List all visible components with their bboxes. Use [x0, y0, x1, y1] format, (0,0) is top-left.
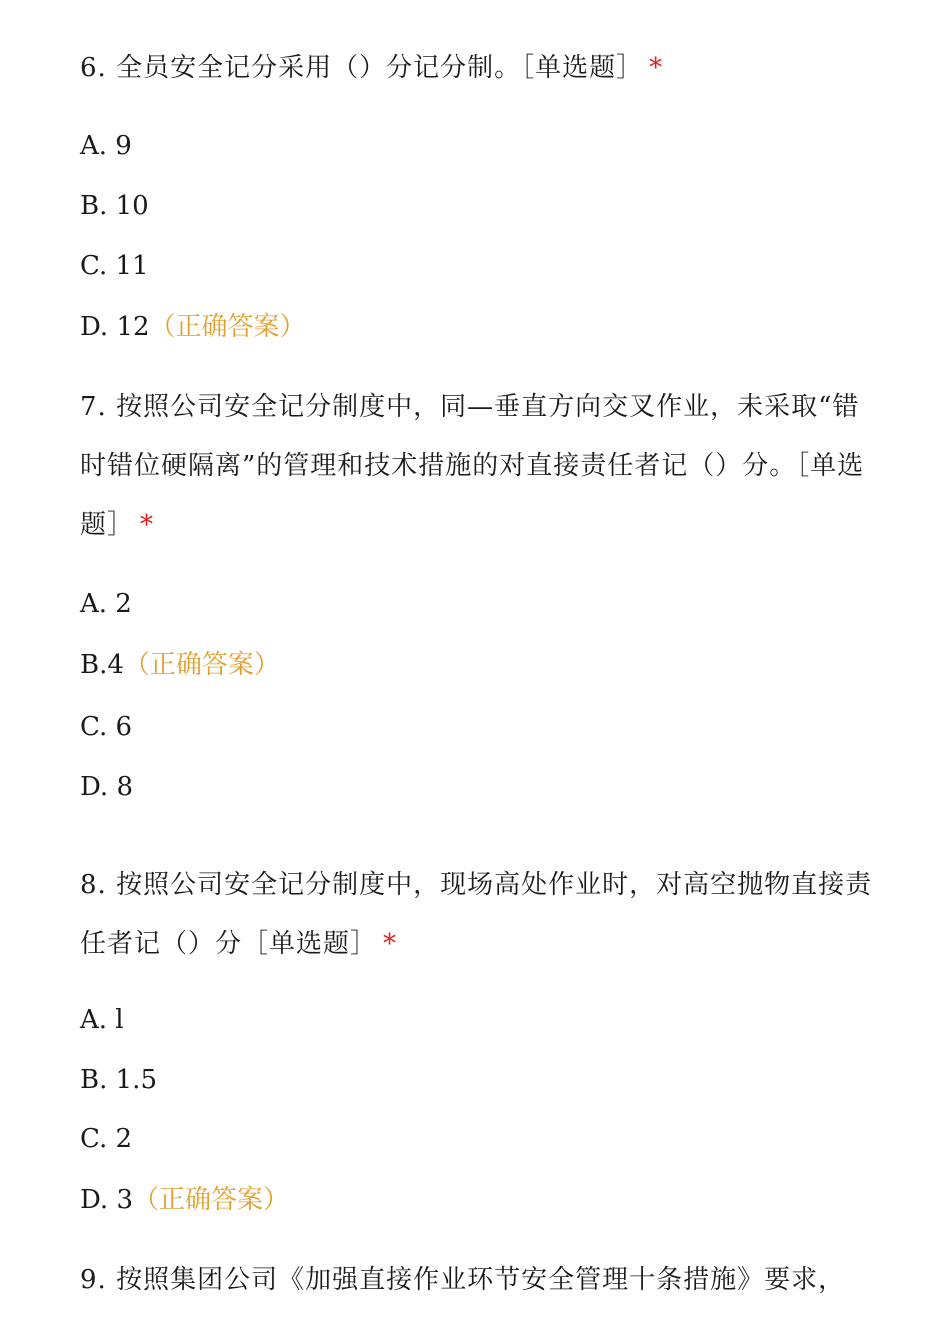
option-text: D. 12: [80, 312, 150, 342]
option-6d[interactable]: [80, 307, 306, 347]
option-7c[interactable]: [80, 707, 132, 747]
option-8b[interactable]: [80, 1060, 157, 1100]
question-9: [80, 1251, 880, 1310]
option-text: B. 10: [80, 191, 149, 221]
option-7b[interactable]: [80, 645, 280, 685]
option-6b[interactable]: [80, 186, 149, 226]
option-text: A. 9: [80, 131, 132, 161]
option-text: B.4: [80, 650, 124, 680]
required-mark: *: [649, 53, 664, 83]
question-stem: 6. 全员安全记分采用（）分记分制。［单选题］: [80, 53, 644, 83]
option-7a[interactable]: [80, 584, 132, 624]
option-8d[interactable]: [80, 1180, 289, 1220]
option-8c[interactable]: [80, 1119, 132, 1159]
question-6: [80, 39, 880, 98]
option-text: D. 3: [80, 1185, 133, 1215]
required-mark: *: [383, 929, 398, 959]
option-text: C. 6: [80, 712, 133, 742]
option-text: B. 1.5: [80, 1065, 157, 1095]
option-text: A. 2: [80, 589, 132, 619]
option-7d[interactable]: [80, 767, 133, 807]
option-text: A. l: [80, 1005, 124, 1035]
correct-answer-label: （正确答案）: [149, 312, 306, 342]
correct-answer-label: （正确答案）: [123, 650, 280, 680]
question-stem: 9. 按照集团公司《加强直接作业环节安全管理十条措施》要求，: [80, 1265, 846, 1295]
option-8a[interactable]: [80, 1000, 124, 1040]
option-6a[interactable]: [80, 126, 132, 166]
option-text: C. 2: [80, 1124, 133, 1154]
option-text: D. 8: [80, 772, 133, 802]
question-7: [80, 378, 880, 555]
question-stem: 8. 按照公司安全记分制度中，现场高处作业时，对高空抛物直接责任者记（）分［单选题］: [80, 870, 873, 959]
question-8: [80, 856, 880, 974]
question-stem: 7. 按照公司安全记分制度中，同—垂直方向交叉作业，未采取“错时错位硬隔离”的管理和技术措施的对直接责任者记（）分。［单选题］: [80, 392, 865, 540]
option-6c[interactable]: [80, 246, 149, 286]
required-mark: *: [140, 510, 155, 540]
correct-answer-label: （正确答案）: [133, 1185, 290, 1215]
option-text: C. 11: [80, 251, 149, 281]
